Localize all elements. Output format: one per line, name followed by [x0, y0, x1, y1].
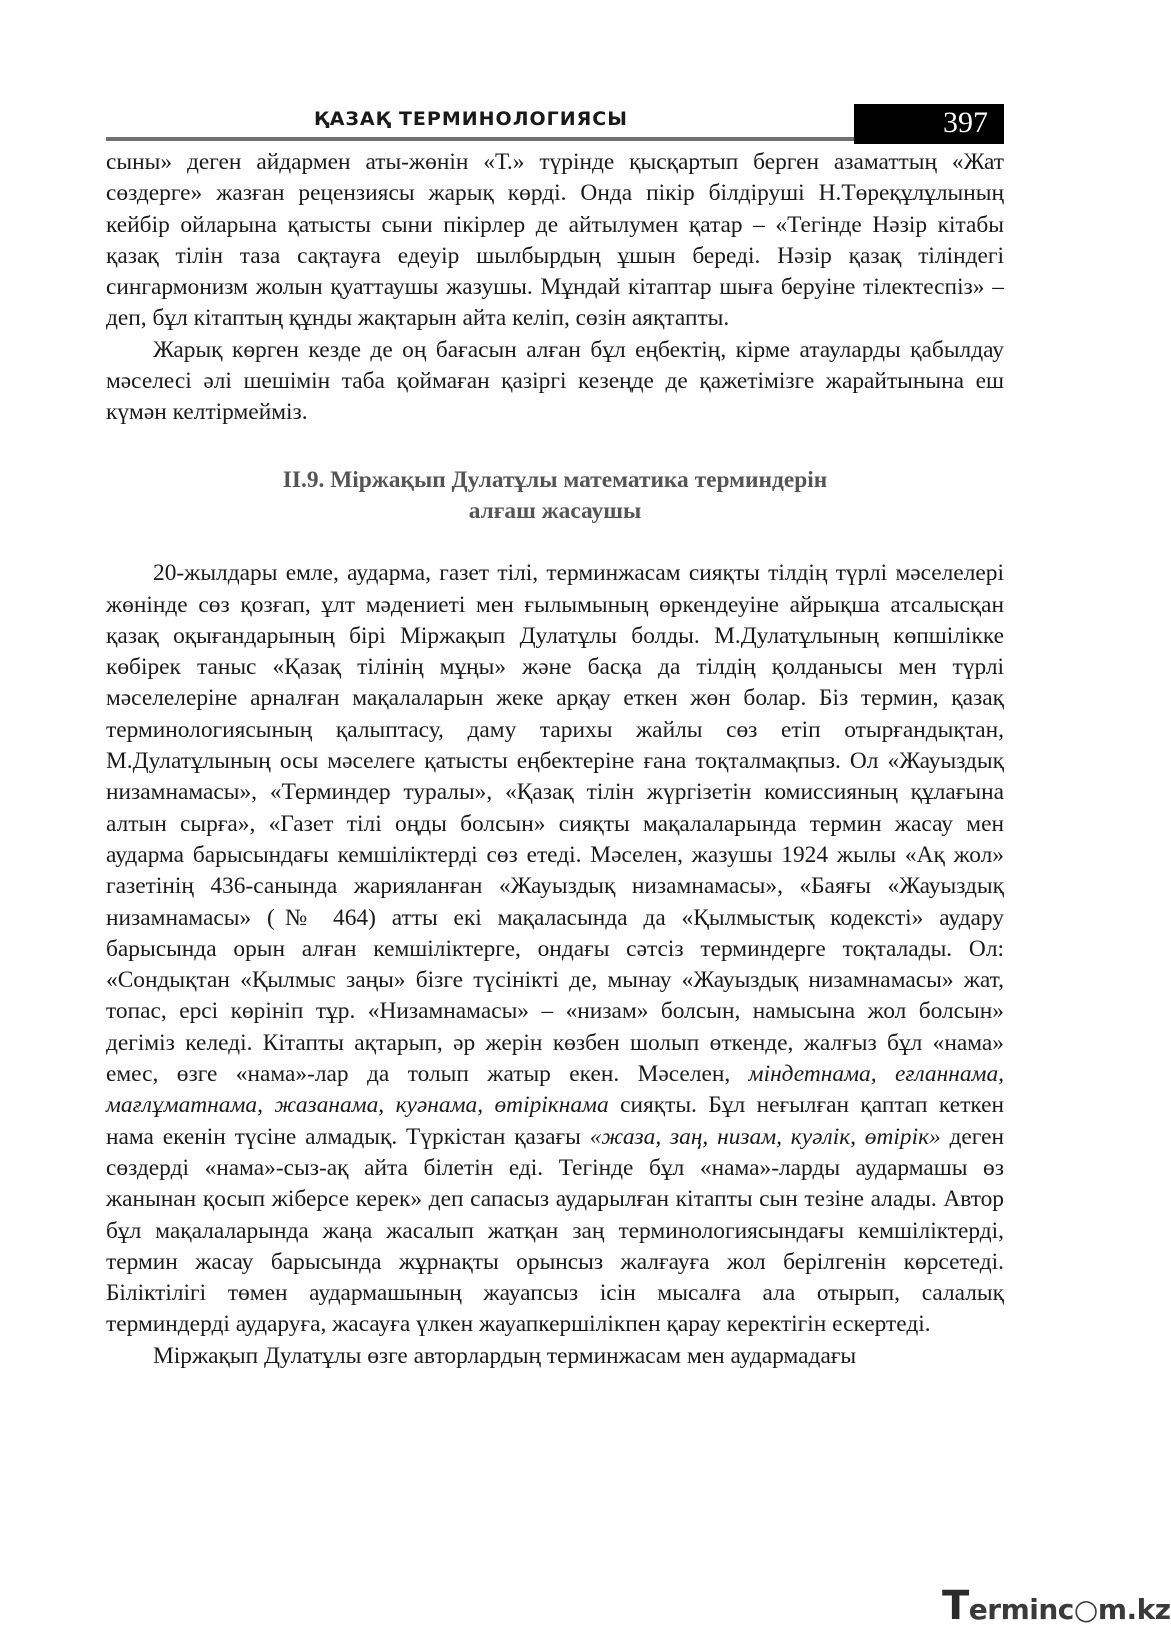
- paragraph-3-part-c: деген сөздерді «нама»-сыз-ақ айта білетін еді. Тегінде бұл «нама»-ларды аудармашы өз жанынан қосып жіберсе керек» деп сапасыз аударылған кітапты сын тезіне алады. Автор бұл мақалаларында жаңа жасалып жатқан заң терминологиясындағы кемшіліктерді, термин жасау барысында жұрнақты орынсыз жалғауға жол берілгенін көрсетеді. Біліктілігі төмен аудармашының жауапсыз ісін мысалға ала отырып, салалық терминдерді аударуға, жасауға үлкен жауапкершілікпен қарау керектігін ескертеді.: [106, 1123, 1004, 1338]
- watermark-first-letter: T: [942, 1583, 969, 1629]
- page-number-box: [854, 104, 1004, 144]
- paragraph-continued: сыны» деген айдармен аты-жөнін «Т.» түрінде қысқартып берген азаматтың «Жат сөздерге» жазған рецензиясы жарық көрді. Онда пікір білдіруші Н.Төреқұлұлының кейбір ойларына қатысты сыни пікірлер де айтылумен қатар – «Тегінде Нәзір кітабы қазақ тілін таза сақтауға едеуір шылбырдың ұшын береді. Нәзір қазақ тіліндегі сингармонизм жолын қуаттаушы жазушы. Мұндай кітаптар шыға беруіне тілектеспіз» – деп, бұл кітаптың құнды жақтарын айта келіп, сөзін аяқтапты.: [106, 149, 1004, 332]
- paragraph-2: Жарық көрген кезде де оң бағасын алған бұл еңбектің, кірме атауларды қабылдау мәселесі әлі шешімін таба қоймаған қазіргі кезеңде де қажетімізге жарайтынына еш күмән келтірмейміз.: [106, 336, 1004, 426]
- paragraph-3-part-b: сияқты. Бұл неғылған қаптап кеткен нама екенін түсіне алмадық. Түркістан қазағы: [106, 1092, 1004, 1150]
- header-title: ҚАЗАҚ ТЕРМИНОЛОГИЯСЫ: [314, 108, 628, 130]
- section-heading-line-2: алғаш жасаушы: [468, 497, 642, 524]
- header-rule: [106, 137, 854, 141]
- paragraph-3-part-a: 20-жылдары емле, аударма, газет тілі, терминжасам сияқты тілдің түрлі мәселелері жөнінде сөз қозғап, ұлт мәдениеті мен ғылымының өркендеуіне айрықша атсалысқан қазақ оқығандарының бірі Міржақып Дулатұлы болды. М.Дулатұлының көпшілікке көбірек таныс «Қазақ тілінің мұңы» және басқа да тілдің қолданысы мен түрлі мәселелеріне арналған мақалаларын жеке арқау еткен жөн болар. Біз термин, қазақ терминологиясының қалыптасу, даму тарихы жайлы сөз етіп отырғандықтан, М.Дулатұлының осы мәселеге қатысты еңбектеріне ғана тоқталмақпыз. Ол «Жауыздық низамнамасы», «Терминдер туралы», «Қазақ тілін жүргізетін комиссияның құлағына алтын сырға», «Газет тілі оңды болсын» сияқты мақалаларында термин жасау мен аударма барысындағы кемшіліктерді сөз етеді. Мәселен, жазушы 1924 жылы «Ақ жол» газетінің 436-санында жарияланған «Жауыздық низамнамасы», «Баяғы «Жауыздық низамнамасы» (№ 464) атты екі мақаласында да «Қылмыстық кодексті» аудару барысында орын алған кемшіліктерге, ондағы сәтсіз терминдерге тоқталады. Ол: «Сондықтан «Қылмыс заңы» бізге түсінікті де, мынау «Жауыздық низамнамасы» жат, топас, ерсі көрініп тұр. «Низамнамасы» – «низам» болсын, намысына жол болсын» дегіміз келеді. Кітапты ақтарып, әр жерін көзбен шолып өткенде, жалғыз бұл «нама» емес, өзге «нама»-лар да толып жатыр екен. Мәселен,: [106, 560, 1004, 1088]
- watermark-tail: m.kz: [1097, 1593, 1171, 1626]
- termincom-watermark: [942, 1583, 1171, 1629]
- heading-spacer: [106, 527, 1004, 558]
- section-heading-line-1: II.9. Міржақып Дулатұлы математика терминдерін: [282, 466, 828, 493]
- watermark-rest: erminc: [968, 1593, 1074, 1626]
- paragraph-3-italic-2: «жаза, заң, низам, куәлік, өтірік»: [589, 1123, 941, 1150]
- page-body: [106, 147, 1004, 1372]
- running-header: [106, 104, 1004, 144]
- watermark-o-mark: ○: [1073, 1593, 1098, 1626]
- paragraph-3: [106, 558, 1004, 1340]
- paragraph-4: Міржақып Дулатұлы өзге авторлардың терминжасам мен аудармадағы: [153, 1342, 857, 1369]
- paragraph-3-italic-1: міндетнама, еғланнама, мағлұматнама, жазанама, куәнама, өтірікнама: [106, 1061, 1004, 1119]
- page-number: 397: [943, 106, 988, 139]
- section-heading: [106, 465, 1004, 528]
